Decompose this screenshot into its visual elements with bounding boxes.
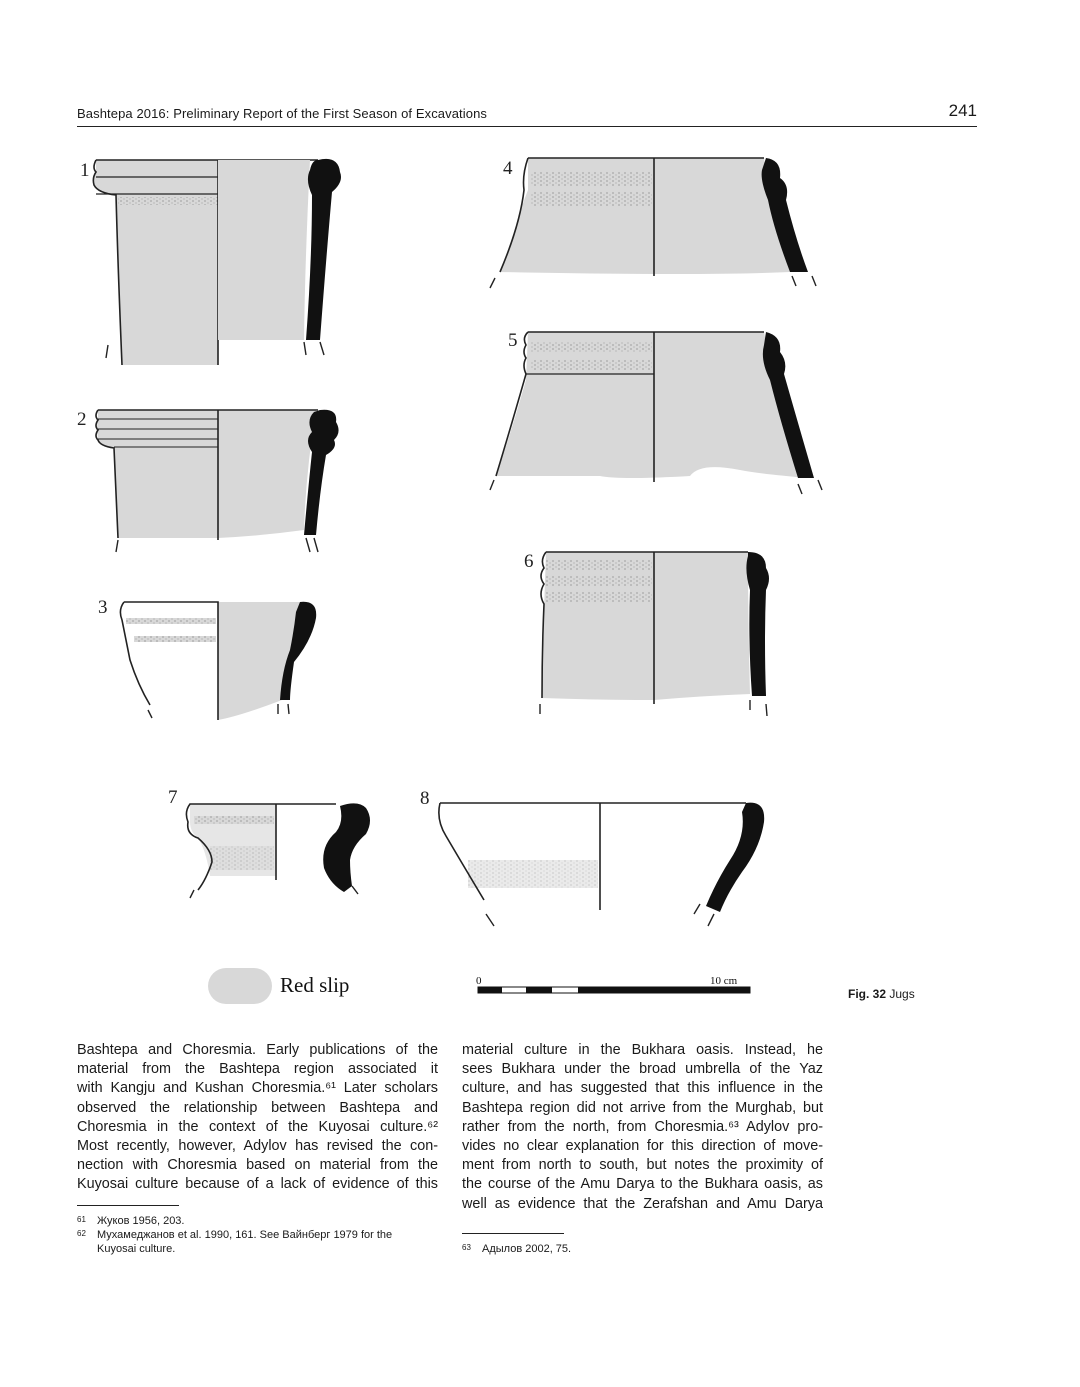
- text-line: rather from the north, from Choresmia.⁶³ Adylov pro-: [462, 1118, 823, 1135]
- footnote-61-number: 61: [77, 1215, 86, 1224]
- caption-text: Jugs: [889, 987, 915, 1001]
- vessel-4-drawing: [490, 158, 816, 288]
- vessel-number-6: 6: [524, 551, 534, 572]
- paragraph-right: [462, 1041, 823, 1214]
- scale-zero: 0: [476, 975, 482, 987]
- vessel-2-drawing: [96, 410, 339, 552]
- running-head: [77, 101, 977, 127]
- text-line: Kuyosai culture because of a lack of evidence of this: [77, 1176, 438, 1193]
- text-line: material culture in the Bukhara oasis. Instead, he: [462, 1042, 823, 1058]
- scale-bar: [476, 975, 750, 993]
- vessel-number-7: 7: [168, 787, 178, 808]
- text-line: vides no clear explanation for this direction of move-: [462, 1138, 823, 1155]
- text-line: Most recently, however, Adylov has revised the con-: [77, 1138, 438, 1155]
- footnote-61-text: Жуков 1956, 203.: [97, 1215, 185, 1227]
- body-column-right: [462, 1041, 823, 1214]
- text-line: nection with Choresmia based on material from the: [77, 1157, 438, 1174]
- text-line: ment from north to south, but notes the proximity of: [462, 1157, 823, 1174]
- text-line: observed the relationship between Bashtepa and: [77, 1099, 438, 1116]
- text-line: material from the Bashtepa region associated it: [77, 1061, 438, 1078]
- text-line: culture, and has suggested that this influence in the: [462, 1080, 823, 1097]
- footnote-62-text-line2: Kuyosai culture.: [97, 1243, 176, 1255]
- footnote-rule-left: [77, 1205, 179, 1206]
- vessel-number-5: 5: [508, 330, 518, 351]
- vessel-1-drawing: [93, 159, 341, 365]
- caption-label: Fig. 32: [848, 987, 887, 1001]
- vessel-number-8: 8: [420, 788, 430, 809]
- vessel-number-4: 4: [503, 158, 513, 179]
- text-line: with Kangju and Kushan Choresmia.⁶¹ Later scholars: [77, 1080, 438, 1097]
- page-number: 241: [948, 101, 977, 120]
- figure-jugs: [0, 140, 1080, 1020]
- text-line: well as evidence that the Zerafshan and Amu Darya: [462, 1195, 823, 1212]
- vessel-5-drawing: [490, 332, 822, 494]
- vessel-7-drawing: [186, 803, 370, 898]
- vessel-number-2: 2: [77, 409, 87, 430]
- vessel-number-1: 1: [80, 160, 90, 181]
- vessel-number-3: 3: [98, 597, 108, 618]
- vessel-3-drawing: [120, 602, 316, 720]
- vessel-6-drawing: [540, 552, 769, 716]
- pottery-drawings: [0, 140, 1080, 1020]
- footnotes-right: [462, 1242, 824, 1258]
- legend-label: Red slip: [280, 973, 350, 997]
- footnote-63-number: 63: [462, 1243, 471, 1252]
- running-head-title: Bashtepa 2016: Preliminary Report of the First Season of Excavations: [77, 106, 488, 121]
- footnotes-left: [77, 1214, 439, 1258]
- text-line: Bashtepa and Choresmia. Early publications of the: [77, 1042, 438, 1058]
- footnote-63-text: Адылов 2002, 75.: [482, 1243, 572, 1255]
- paragraph-left: [77, 1041, 438, 1195]
- text-line: Choresmia in the context of the Kuyosai culture.⁶²: [77, 1118, 438, 1135]
- text-line: Bashtepa region did not arrive from the Murghab, but: [462, 1099, 823, 1116]
- footnote-62-text-line1: Мухамеджанов et al. 1990, 161. See Вайнберг 1979 for the: [97, 1229, 393, 1241]
- footnote-62-number: 62: [77, 1229, 86, 1238]
- figure-caption: [848, 987, 915, 1001]
- scale-end: 10 cm: [710, 975, 738, 987]
- vessel-8-drawing: [439, 803, 764, 926]
- text-line: sees Bukhara under the broad umbrella of the Yaz: [462, 1061, 823, 1078]
- red-slip-swatch: [208, 968, 272, 1004]
- body-column-left: [77, 1041, 438, 1195]
- text-line: the course of the Amu Darya to the Bukhara oasis, as: [462, 1176, 823, 1193]
- footnote-rule-right: [462, 1233, 564, 1234]
